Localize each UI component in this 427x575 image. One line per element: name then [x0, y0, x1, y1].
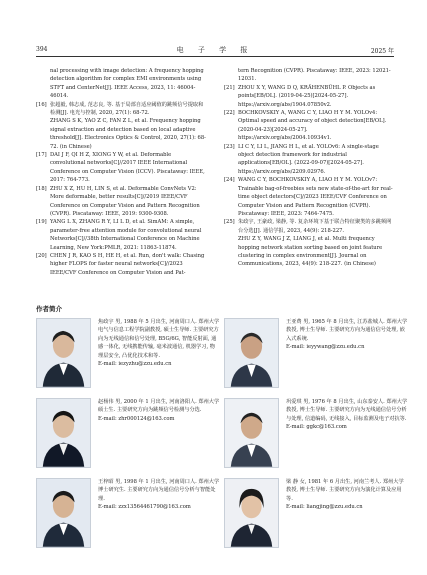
author-bio-text — [98, 478, 220, 512]
author-bio — [36, 318, 221, 393]
author-description: 焦政宇 男, 1988 年 5 月出生, 河南周口人. 郑州大学电气与信息工程学院副教授, 硕士生导师. 主要研究方向为无线通信和信号处理, B5G/6G, 智能反射面, 通感一体化, 无线携能传输, 毫米波通信, 机器学习, 物理层安全, 凸优化技术和等. — [98, 319, 220, 359]
author-email: E-mail: ggkc@163.com — [286, 424, 347, 431]
reference-entry — [224, 176, 394, 218]
section-title: 作者简介 — [36, 305, 62, 313]
author-email: E-mail: zhr000124@163.com — [98, 415, 175, 422]
author-email: E-mail: zzx13564461790@163.com — [98, 504, 191, 511]
reference-number: [21] — [224, 84, 235, 91]
reference-text: YANG L X, ZHANG R Y, LI L D, et al. SimAM: A simple, parameter-free attention module for convolutional neural Networks[C]//38th International Conference on Machine Learning, New York:PMLR, 2021: 11863-11874. — [50, 219, 202, 251]
author-photo — [36, 478, 91, 548]
author-email: E-mail: ieyywang@zzu.edu.cn — [286, 344, 365, 351]
author-photo — [36, 318, 91, 388]
reference-number: [22] — [224, 110, 235, 117]
reference-number: [24] — [224, 177, 235, 184]
reference-entry — [224, 218, 394, 235]
author-photo — [224, 478, 279, 548]
author-email: E-mail: iezyzhu@zzu.edu.cn — [98, 361, 172, 368]
author-bio — [36, 478, 221, 553]
journal-year: 2025 年 — [370, 48, 394, 55]
author-bio — [224, 478, 409, 553]
reference-text: BOCHKOVSKIY A, WANG C Y, LIAO H Y M. YOLOv4: Optimal speed and accuracy of object detection[EB/OL]. (2020-04-23)[2024-05-27]. https://arxiv.org/abs/2004.10934v1. — [238, 110, 387, 142]
author-bio-text — [98, 398, 220, 423]
author-bio — [36, 398, 221, 473]
references-left-column — [36, 67, 206, 277]
reference-number: [16] — [36, 101, 47, 108]
reference-text: LI C Y, LI L, JIANG H L, et al. YOLOv6: A single-stage object detection framework for industrial applications[EB/OL]. (2022-09-07)[2024-05-27]. https://arxiv.org/abs/2209.02976. — [238, 143, 379, 175]
header-rule — [36, 56, 394, 57]
author-bio-text — [98, 318, 220, 368]
author-photo — [224, 398, 279, 468]
journal-title: 电 子 学 报 — [176, 46, 254, 54]
reference-number: [20] — [36, 252, 47, 259]
references-right-column — [224, 67, 394, 269]
reference-entry — [224, 84, 394, 109]
author-bio — [224, 398, 409, 473]
author-photo — [224, 318, 279, 388]
author-description: 王梓昭 男, 1998 年 1 月出生, 河南周口人. 郑州大学博士研究生. 主要研究方向为通信信号分析与智能处理. — [98, 479, 220, 502]
reference-continuation: nal processing with image detection: A frequency hopping detection algorithm for complex EMI environments using STFT and CenterNet[J]. IEEE Access, 2023, 11: 46004-46014. — [50, 68, 204, 100]
reference-translation: ZHANG S K, YAO Z C, FAN Z L, et al. Frequency hopping signal extraction and detection based on local adaptive threshold[J]. Electronics Optics & Control, 2020, 27(1): 68-72. (in Chinese) — [50, 118, 206, 150]
reference-entry — [36, 151, 206, 185]
reference-number: [17] — [36, 152, 47, 159]
author-description: 巩爱琪 男, 1976 年 8 月出生, 山东泰安人. 郑州大学教授, 博士生导师. 主要研究方向为无线通信信号分析与处理, 信道编码, 无线接入, 目标监测及电子对抗等. — [286, 399, 408, 422]
author-description: 赵杨伟 男, 2000 年 1 月出生, 河南洛阳人. 郑州大学硕士生. 主要研究方向为跳频信号检测与分选. — [98, 399, 220, 414]
reference-entry — [224, 109, 394, 143]
reference-continuation: tern Recognition (CVPR). Piscataway: IEEE, 2023: 12021-12031. — [238, 68, 391, 83]
reference-text: ZHU X Z, HU H, LIN S, et al. Deformable ConvNets V2: More deformable, better results[C]//2019 IEEE/CVF Conference on Computer Vision and Pattern Recognition (CVPR). Piscataway: IEEE, 2019: 9300-9308. — [50, 185, 200, 217]
reference-text: WANG C Y, BOCHKOVSKIY A, LIAO H Y M. YOLOv7: Trainable bag-of-freebies sets new state-of-the-art for real-time object detectors[C]//2023 IEEE/CVF Conference on Computer Vision and Pattern Recognition (CVPR). Piscataway: IEEE, 2023: 7464-7475. — [238, 177, 393, 217]
author-bio-text — [286, 318, 408, 352]
author-description: 王亚费 男, 1965 年 8 月出生, 江苏盐城人. 郑州大学教授, 博士生导师. 主要研究方向为通信信号处理, 嵌入式系统. — [286, 319, 408, 342]
reference-entry — [36, 252, 206, 277]
reference-entry — [36, 101, 206, 118]
reference-text: ZHOU X Y, WANG D Q, KRÄHENBÜHL P. Objects as points[EB/OL]. (2019-04-25)[2024-05-27]. https://arxiv.org/abs/1904.07850v2. — [238, 84, 376, 108]
reference-text: DAI J F, QI H Z, XIONG Y W, et al. Deformable convolutional networks[C]//2017 IEEE International Conference on Computer Vision (ICCV). Piscataway: IEEE, 2017: 764-773. — [50, 152, 205, 184]
author-bio-text — [286, 478, 408, 512]
author-bio-text — [286, 398, 408, 432]
reference-entry — [224, 143, 394, 177]
reference-text: CHEN J R, KAO S H, HE H, et al. Run, don't walk: Chasing higher FLOPS for faster neural networks[C]//2023 IEEE/CVF Conference on Computer Vision and Pat- — [50, 252, 205, 276]
reference-entry — [36, 185, 206, 219]
reference-number: [23] — [224, 143, 235, 150]
reference-text: 朱政宇, 王豪政, 梁静, 等. 复杂环境下基于联合特征聚类的多跳频网台分选[J]. 通信学报, 2023, 44(9): 218-227. — [238, 219, 392, 234]
author-email: E-mail: liangjing@zzu.edu.cn — [286, 504, 363, 511]
author-bio — [224, 318, 409, 393]
reference-entry — [36, 218, 206, 252]
reference-text: 张超毅, 韩志成, 范志良, 等. 基于局部自适应阈值的跳频信号提取和检测[J]. 电光与控制, 2020, 27(1): 68-72. — [50, 101, 204, 117]
reference-translation: ZHU Z Y, WANG J Z, LIANG J, et al. Multi frequency hopping network station sorting based on joint feature clustering in complex environment[J]. Journal on Communications, 2023, 44(9): 218-227. (in Chinese) — [238, 236, 383, 268]
author-photo — [36, 398, 91, 468]
reference-number: [25] — [224, 219, 235, 226]
author-description: 梁 静 女, 1981 年 6 月出生, 河南兰考人. 郑州大学教授, 博士生导师. 主要研究方向为演化计算及应用等. — [286, 479, 404, 502]
page-number: 394 — [36, 46, 48, 53]
reference-number: [18] — [36, 185, 47, 192]
reference-number: [19] — [36, 219, 47, 226]
